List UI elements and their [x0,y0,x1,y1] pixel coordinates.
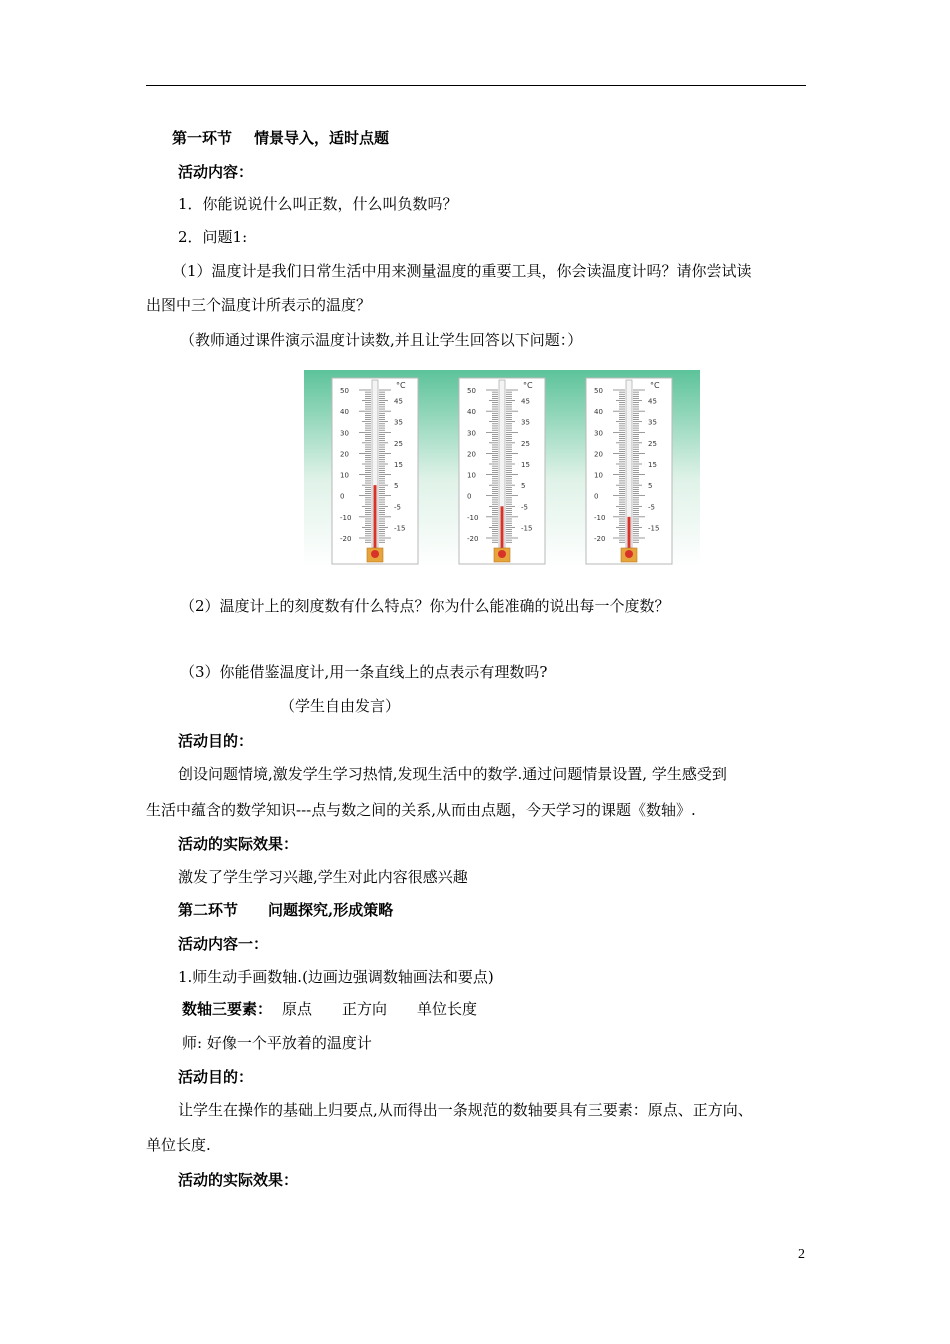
s2-effect-label: 活动的实际效果： [178,1171,299,1189]
scale-label-left: 40 [594,408,603,417]
scale-label-right: -5 [521,503,528,512]
page-number: 2 [798,1247,805,1262]
scale-label-left: 50 [467,387,476,395]
scale-label-right: 35 [521,418,530,427]
scale-label-right: 25 [521,439,530,448]
section1-heading: 第一环节 情景导入，适时点题 [172,129,390,147]
section2-heading: 第二环节 问题探究,形成策略 [178,901,394,919]
s1-goal-b: 生活中蕴含的数学知识---点与数之间的关系,从而由点题，今天学习的课题《数轴》. [146,801,696,819]
scale-label-right: 35 [648,418,657,427]
unit-label: °C [396,381,406,390]
s2-goal-b: 单位长度. [146,1136,211,1154]
s1-para-1a: （1）温度计是我们日常生活中用来测量温度的重要工具，你会读温度计吗？请你尝试读 [172,262,752,280]
unit-label: °C [650,381,660,390]
scale-label-right: -15 [394,524,406,533]
scale-label-left: -10 [340,513,352,522]
s1-goal-label: 活动目的： [178,732,254,750]
scale-label-left: 30 [340,429,349,438]
scale-label-left: 40 [467,408,476,417]
unit-label: °C [523,381,533,390]
s1-content-label: 活动内容： [178,163,254,181]
s2-content-label: 活动内容一： [178,935,269,953]
scale-label-left: -10 [594,513,606,522]
scale-label-left: 20 [340,450,349,459]
scale-label-right: 15 [521,461,530,469]
thermometer-3 [586,378,672,564]
scale-label-right: 45 [648,397,657,406]
s1-question-2: 2．问题1: [178,228,248,246]
element-unit-length: 单位长度 [417,1000,478,1018]
scale-label-right: -15 [521,524,533,533]
scale-label-right: 45 [521,397,530,406]
thermometer-bulb [498,550,506,558]
thermometer-bulb [625,550,633,558]
scale-label-right: 5 [521,482,526,491]
scale-label-left: -20 [594,535,606,543]
scale-label-left: 10 [340,471,349,480]
element-direction: 正方向 [342,1000,388,1018]
scale-label-right: 5 [648,482,653,491]
scale-label-left: 20 [594,450,603,459]
s2-goal-label: 活动目的： [178,1068,254,1086]
scale-label-left: 10 [467,471,476,480]
scale-label-right: -5 [394,503,401,512]
s2-goal-a: 让学生在操作的基础上归要点,从而得出一条规范的数轴要具有三要素：原点、正方向、 [178,1101,753,1119]
scale-label-left: 0 [594,492,599,501]
element-origin: 原点 [282,1000,313,1018]
s2-axis-elements [182,999,477,1019]
thermometer-1 [332,378,418,564]
scale-label-right: 5 [394,482,399,491]
s1-goal-a: 创设问题情境,激发学生学习热情,发现生活中的数学.通过问题情景设置, 学生感受到 [178,765,727,783]
scale-label-left: 50 [594,387,603,395]
scale-label-right: -5 [648,503,655,512]
s1-question-1: 1．你能说说什么叫正数，什么叫负数吗？ [178,195,458,213]
s2-item-1: 1.师生动手画数轴.(边画边强调数轴画法和要点) [178,968,494,986]
scale-label-right: -15 [648,524,660,533]
mercury-column [501,506,504,550]
scale-label-left: 50 [340,387,349,395]
scale-label-left: -20 [340,535,352,543]
scale-label-left: 20 [467,450,476,459]
scale-label-right: 35 [394,418,403,427]
scale-label-right: 15 [648,461,657,469]
thermometers-figure [304,370,700,568]
scale-label-left: 30 [594,429,603,438]
scale-label-left: 0 [467,492,472,501]
scale-label-left: 10 [594,471,603,480]
scale-label-right: 25 [648,439,657,448]
scale-label-left: 40 [340,408,349,417]
s1-teacher-note: （教师通过课件演示温度计读数,并且让学生回答以下问题：） [180,331,583,349]
scale-label-left: -10 [467,513,479,522]
s1-student-note: （学生自由发言） [280,697,401,715]
mercury-column [374,485,377,550]
scale-label-right: 15 [394,461,403,469]
thermometer-bulb [371,550,379,558]
s1-para-2: （2）温度计上的刻度数有什么特点？你为什么能准确的说出每一个度数？ [180,597,670,615]
s2-teacher-say: 师: 好像一个平放着的温度计 [182,1034,372,1052]
mercury-column [628,517,631,550]
elements-label: 数轴三要素： [182,1000,273,1018]
scale-label-right: 25 [394,439,403,448]
header-rule [146,85,806,86]
s1-effect: 激发了学生学习兴趣,学生对此内容很感兴趣 [178,868,468,886]
scale-label-left: -20 [467,535,479,543]
s1-effect-label: 活动的实际效果： [178,835,299,853]
thermometer-2 [459,378,545,564]
scale-label-left: 30 [467,429,476,438]
scale-label-right: 45 [394,397,403,406]
s1-para-3: （3）你能借鉴温度计,用一条直线上的点表示有理数吗? [180,663,548,681]
scale-label-left: 0 [340,492,345,501]
s1-para-1b: 出图中三个温度计所表示的温度？ [146,296,372,314]
